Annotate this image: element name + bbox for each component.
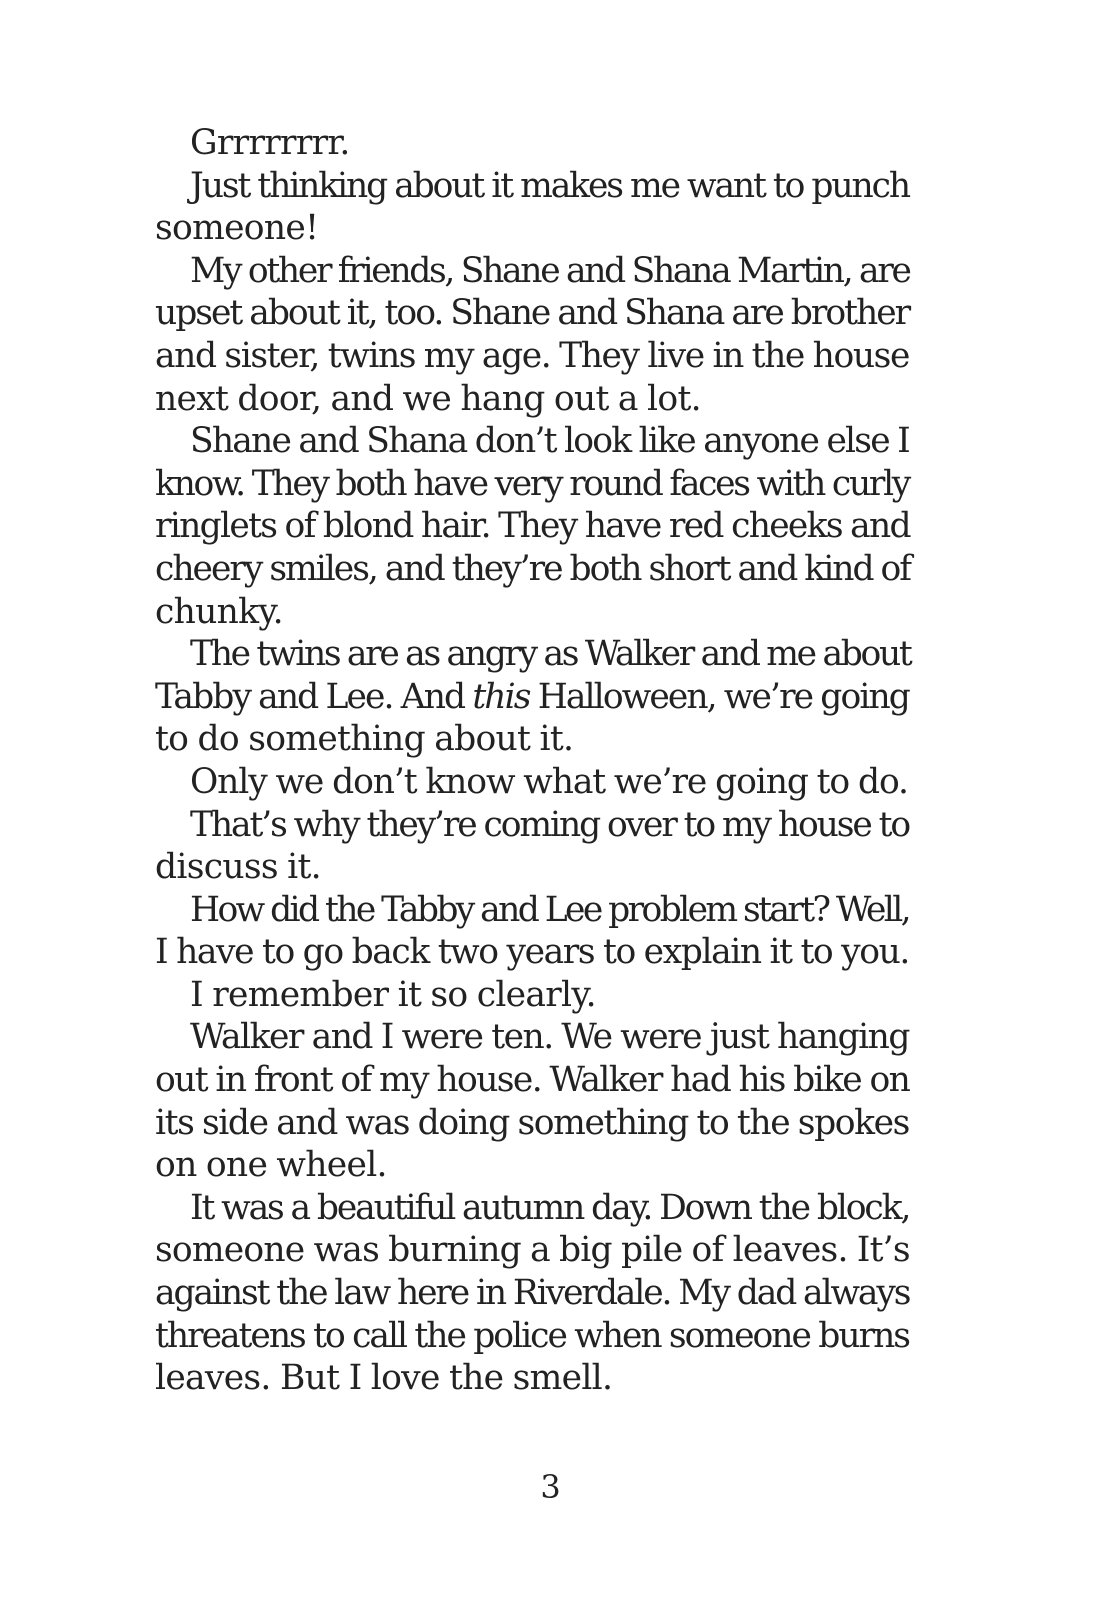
text-line: out in front of my house. Walker had his bike on <box>155 1060 910 1101</box>
text-line: and sister, twins my age. They live in the house <box>155 335 909 376</box>
text-line: My other friends, Shane and Shana Martin, are <box>190 250 910 291</box>
text-line: its side and was doing something to the spokes <box>155 1102 909 1143</box>
text-line: Walker and I were ten. We were just hanging <box>190 1017 909 1058</box>
text-line <box>155 676 909 719</box>
text-line: someone! <box>155 208 319 249</box>
text-line: chunky. <box>155 591 283 632</box>
text-line: That’s why they’re coming over to my house to <box>190 804 909 845</box>
text-line: I remember it so clearly. <box>190 974 596 1015</box>
text-line: Only we don’t know what we’re going to do. <box>190 761 908 802</box>
page-number: 3 <box>540 1468 561 1506</box>
text-line: cheery smiles, and they’re both short and kind of <box>155 548 911 589</box>
text-line: Just thinking about it makes me want to punch <box>190 165 909 206</box>
text-line: know. They both have very round faces with curly <box>155 463 909 504</box>
text-line: upset about it, too. Shane and Shana are brother <box>155 293 910 334</box>
text-line: discuss it. <box>155 847 321 888</box>
italic-emphasis: this <box>472 676 530 717</box>
text-line: to do something about it. <box>155 719 574 760</box>
text-line: someone was burning a big pile of leaves. It’s <box>155 1230 910 1271</box>
text-segment: Tabby and Lee. And <box>155 676 473 717</box>
text-line: leaves. But I love the smell. <box>155 1358 613 1399</box>
page-body-text <box>155 122 909 1400</box>
text-line: The twins are as angry as Walker and me about <box>190 634 911 675</box>
text-line: against the law here in Riverdale. My dad always <box>155 1273 910 1314</box>
text-segment: Halloween, we’re going <box>529 676 909 717</box>
text-line: How did the Tabby and Lee problem start? Well, <box>190 889 909 930</box>
text-line: It was a beautiful autumn day. Down the block, <box>190 1187 910 1228</box>
text-line: Grrrrrrrr. <box>190 123 350 163</box>
text-line: threatens to call the police when someone burns <box>155 1315 909 1356</box>
text-line: next door, and we hang out a lot. <box>155 378 701 419</box>
text-line: ringlets of blond hair. They have red cheeks and <box>155 506 910 547</box>
text-line: on one wheel. <box>155 1145 387 1186</box>
text-line: I have to go back two years to explain it to you. <box>155 932 909 973</box>
text-line: Shane and Shana don’t look like anyone else I <box>190 421 909 462</box>
